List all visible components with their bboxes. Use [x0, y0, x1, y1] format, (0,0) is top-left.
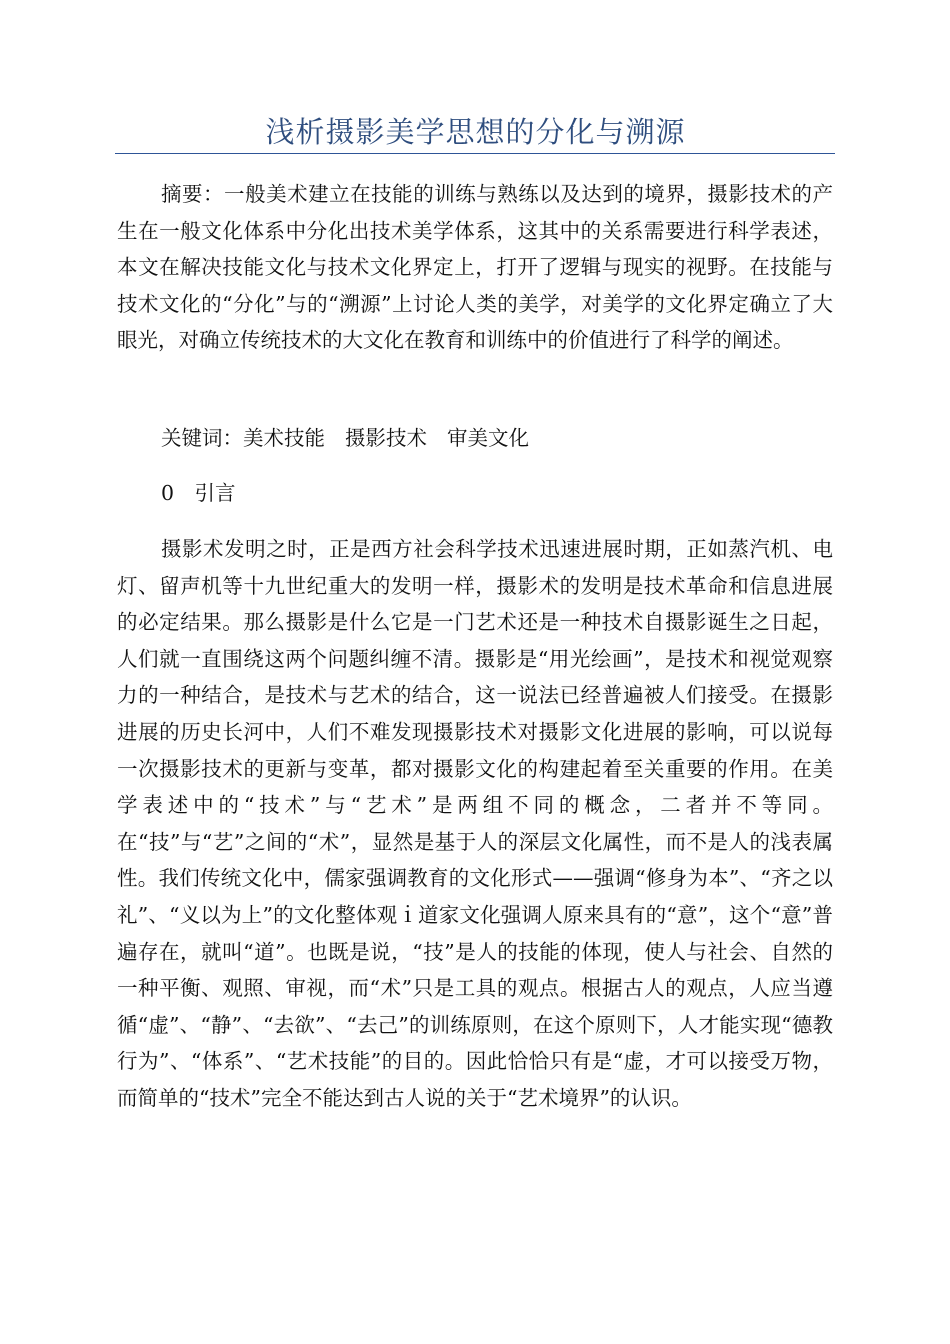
document-title: 浅析摄影美学思想的分化与溯源 [265, 115, 686, 149]
abstract-paragraph: 摘要：一般美术建立在技能的训练与熟练以及达到的境界，摄影技术的产生在一般文化体系中分化出技术美学体系，这其中的关系需要进行科学表述，本文在解决技能文化与技术文化界定上，打开了逻辑与现实的视野。在技能与技术文化的“分化”与的“溯源”上讨论人类的美学，对美学的文化界定确立了大眼光，对确立传统技术的大文化在教育和训练中的价值进行了科学的阐述。 [117, 182, 833, 353]
body-paragraph: 摄影术发明之时，正是西方社会科学技术迅速进展时期，正如蒸汽机、电灯、留声机等十九世纪重大的发明一样，摄影术的发明是技术革命和信息进展的必定结果。那么摄影是什么它是一门艺术还是一种技术自摄影诞生之日起，人们就一直围绕这两个问题纠缠不清。摄影是“用光绘画”，是技术和视觉观察力的一种结合，是技术与艺术的结合，这一说法已经普遍被人们接受。在摄影进展的历史长河中，人们不难发现摄影技术对摄影文化进展的影响，可以说每一次摄影技术的更新与变革，都对摄影文化的构建起着至关重要的作用。在美学表述中的“技术”与“艺术”是两组不同的概念，二者并不等同。在“技”与“艺”之间的“术”，显然是基于人的深层文化属性，而不是人的浅表属性。我们传统文化中，儒家强调教育的文化形式——强调“修身为本”、“齐之以礼”、“义以为上”的文化整体观ｉ道家文化强调人原来具有的“意”，这个“意”普遍存在，就叫“道”。也既是说，“技”是人的技能的体现，使人与社会、自然的一种平衡、观照、审视，而“术”只是工具的观点。根据古人的观点，人应当遵循“虚”、“静”、“去欲”、“去己”的训练原则，在这个原则下，人才能实现“德教行为”、“体系”、“艺术技能”的目的。因此恰恰只有是“虚，才可以接受万物，而简单的“技术”完全不能达到古人说的关于“艺术境界”的认识。 [117, 537, 833, 1110]
keyword-item: 审美文化 [447, 426, 529, 450]
keyword-item: 美术技能 [243, 426, 325, 450]
keyword-item: 摄影技术 [345, 426, 427, 450]
keywords-label: 关键词： [161, 426, 243, 450]
title-underline [115, 153, 835, 154]
keywords-line [117, 420, 833, 457]
section-heading: 0 引言 [161, 481, 236, 505]
